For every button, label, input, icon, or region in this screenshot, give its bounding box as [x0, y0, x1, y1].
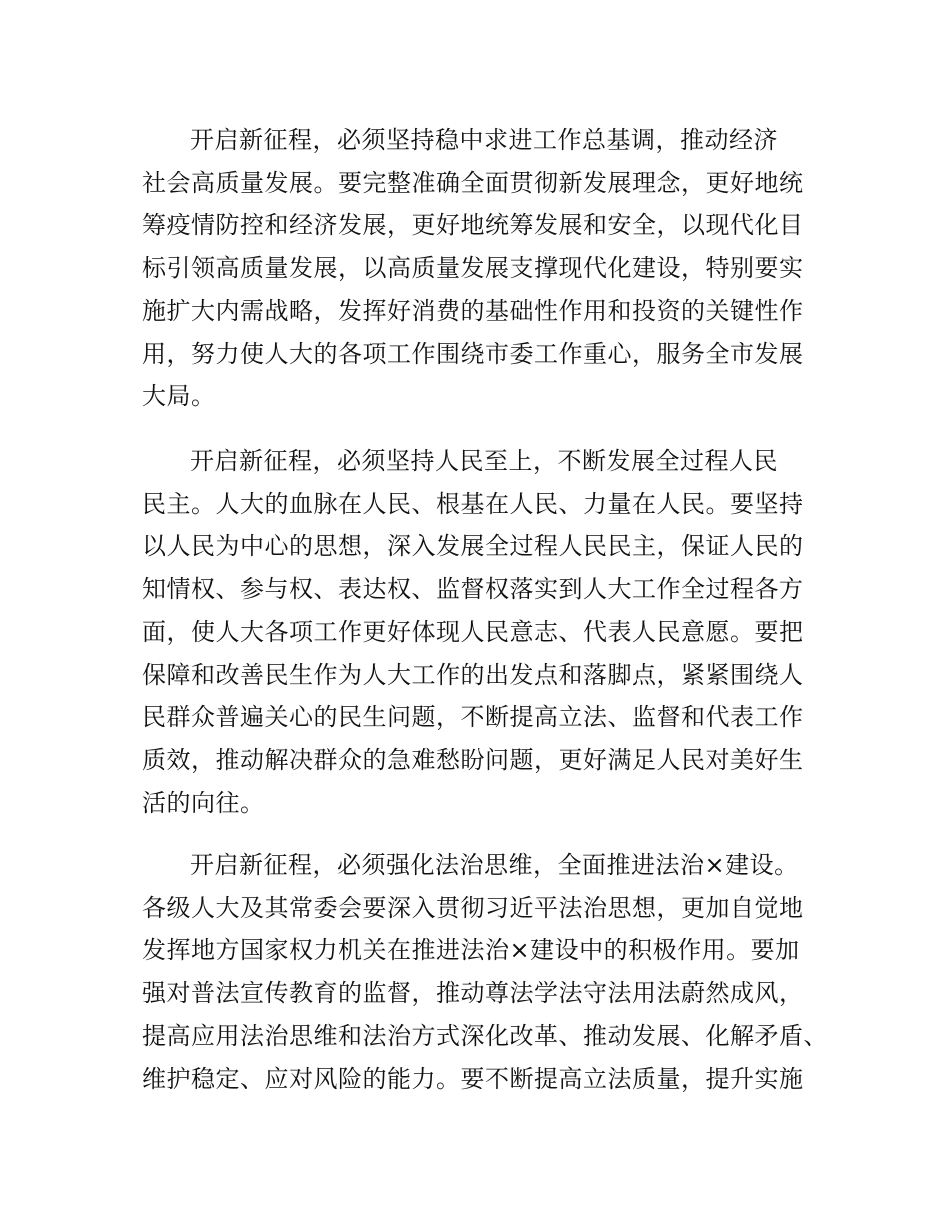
paragraph-line: 大局。 — [142, 382, 216, 411]
paragraph-line: 活的向往。 — [142, 788, 265, 817]
paragraph-line: 知情权、参与权、表达权、监督权落实到人大工作全过程各方 — [142, 575, 804, 604]
paragraph-line: 强对普法宣传教育的监督，推动尊法学法守法用法蔚然成风， — [142, 979, 804, 1008]
paragraph-line: 提高应用法治思维和法治方式深化改革、推动发展、化解矛盾、 — [142, 1021, 828, 1050]
paragraph-line: 以人民为中心的思想，深入发展全过程人民民主，保证人民的 — [142, 532, 804, 561]
paragraph-3 — [142, 844, 832, 1100]
paragraph-2 — [142, 440, 832, 824]
paragraph-line: 保障和改善民生作为人大工作的出发点和落脚点，紧紧围绕人 — [142, 660, 804, 689]
paragraph-1 — [142, 119, 832, 418]
paragraph-line: 用，努力使人大的各项工作围绕市委工作重心，服务全市发展 — [142, 339, 804, 368]
paragraph-line: 发挥地方国家权力机关在推进法治×建设中的积极作用。要加 — [142, 936, 800, 965]
paragraph-line: 民主。人大的血脉在人民、根基在人民、力量在人民。要坚持 — [142, 489, 804, 518]
paragraph-line: 标引领高质量发展，以高质量发展支撑现代化建设，特别要实 — [142, 254, 804, 283]
paragraph-line: 维护稳定、应对风险的能力。要不断提高立法质量，提升实施 — [142, 1064, 804, 1093]
paragraph-line: 施扩大内需战略，发挥好消费的基础性作用和投资的关键性作 — [142, 296, 804, 325]
paragraph-line: 开启新征程，必须坚持稳中求进工作总基调，推动经济 — [190, 126, 778, 154]
paragraph-line: 开启新征程，必须坚持人民至上，不断发展全过程人民 — [190, 447, 778, 475]
paragraph-line: 民群众普遍关心的民生问题，不断提高立法、监督和代表工作 — [142, 703, 804, 732]
paragraph-line: 筹疫情防控和经济发展，更好地统筹发展和安全，以现代化目 — [142, 211, 804, 240]
paragraph-line: 社会高质量发展。要完整准确全面贯彻新发展理念，更好地统 — [142, 168, 804, 197]
paragraph-line: 各级人大及其常委会要深入贯彻习近平法治思想，更加自觉地 — [142, 893, 804, 922]
paragraph-line: 开启新征程，必须强化法治思维，全面推进法治×建设。 — [190, 851, 799, 879]
paragraph-line: 面，使人大各项工作更好体现人民意志、代表人民意愿。要把 — [142, 617, 804, 646]
paragraph-line: 质效，推动解决群众的急难愁盼问题，更好满足人民对美好生 — [142, 745, 804, 774]
